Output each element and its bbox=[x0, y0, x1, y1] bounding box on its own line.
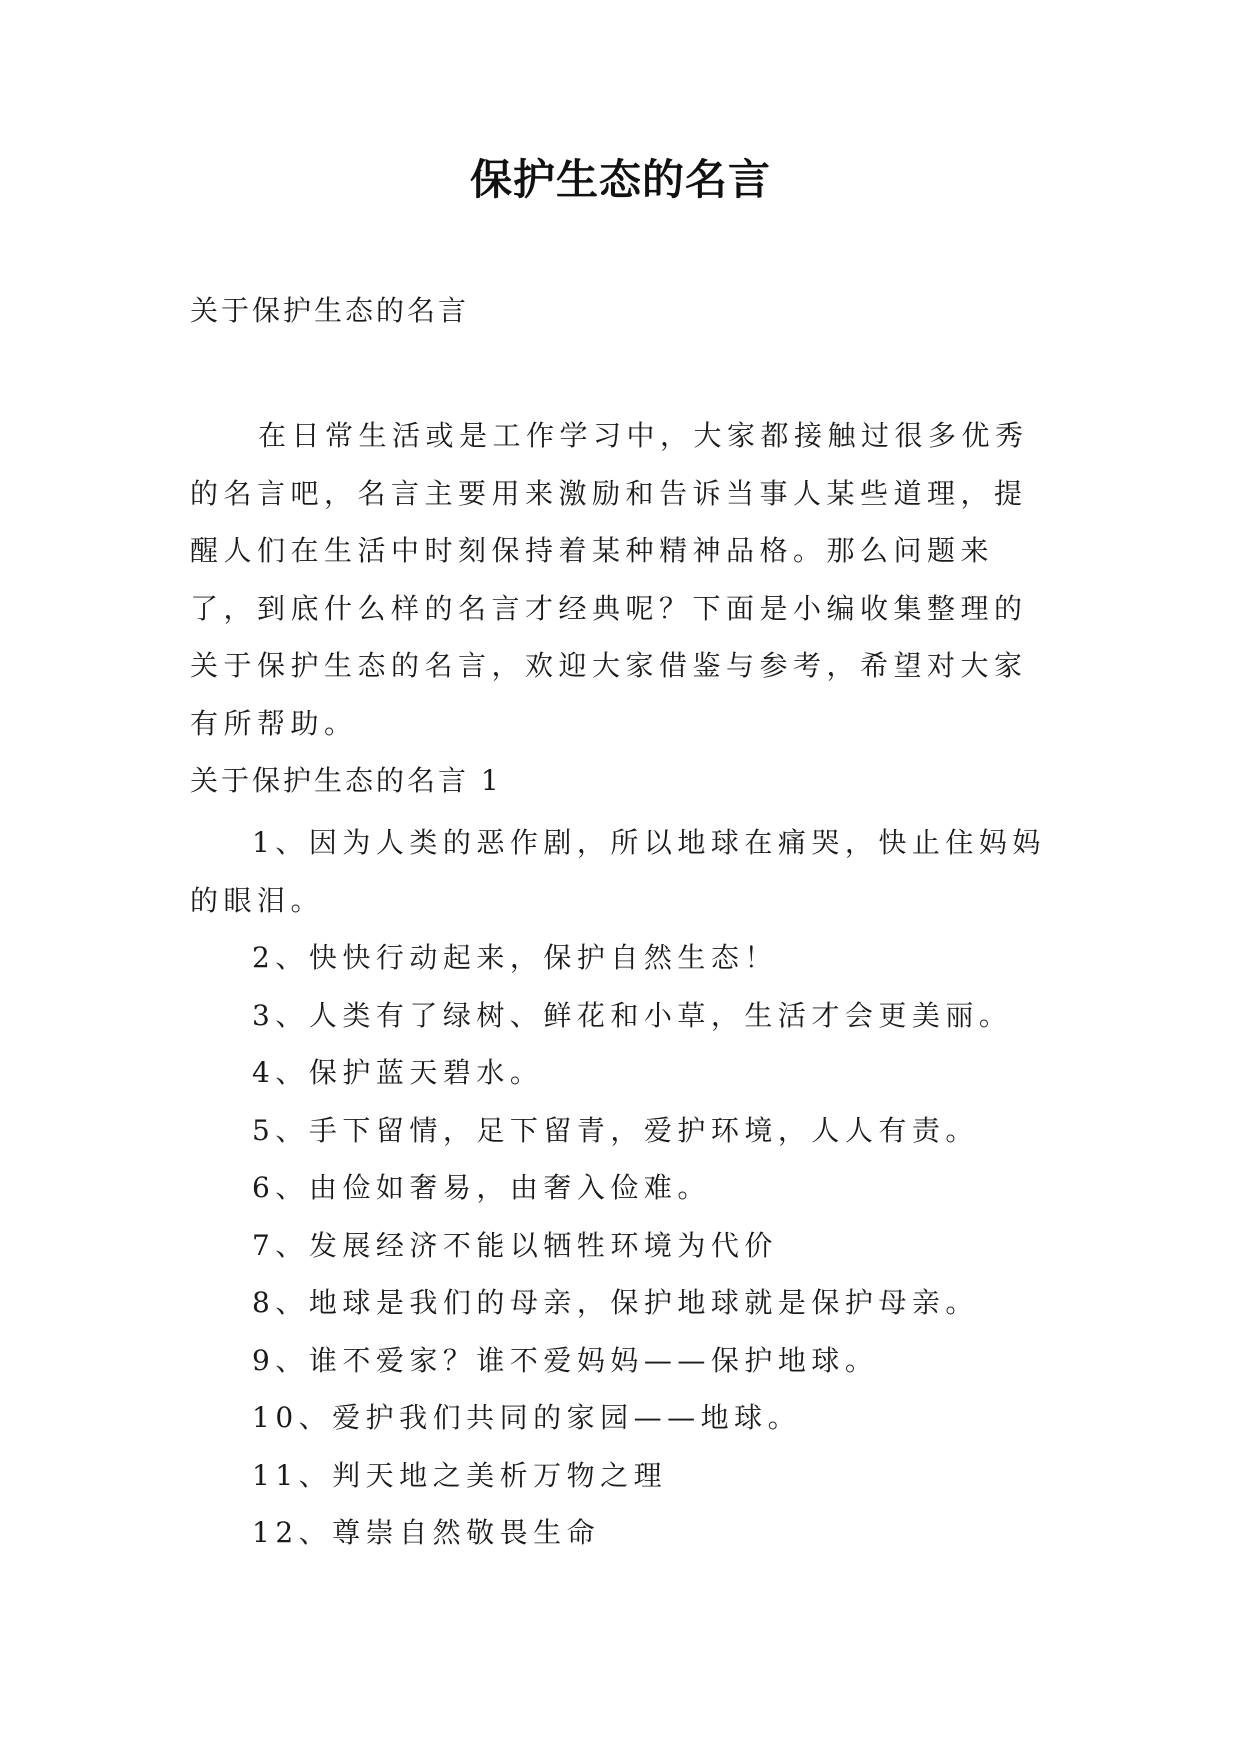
quote-item: 11、判天地之美析万物之理 bbox=[252, 1458, 668, 1492]
quote-item: 7、发展经济不能以牺牲环境为代价 bbox=[252, 1228, 778, 1262]
quote-item: 5、手下留情，足下留青，爱护环境，人人有责。 bbox=[252, 1113, 979, 1147]
quote-item: 12、尊崇自然敬畏生命 bbox=[252, 1516, 601, 1549]
document-subtitle: 关于保护生态的名言 bbox=[190, 294, 470, 327]
document-title: 保护生态的名言 bbox=[469, 155, 771, 204]
quote-item: 9、谁不爱家？谁不爱妈妈——保护地球。 bbox=[252, 1343, 879, 1377]
quote-item: 2、快快行动起来，保护自然生态！ bbox=[252, 941, 778, 974]
quote-item: 6、由俭如奢易，由奢入俭难。 bbox=[252, 1171, 711, 1204]
quote-item: 10、爱护我们共同的家园——地球。 bbox=[252, 1401, 802, 1434]
quote-item: 1、因为人类的恶作剧，所以地球在痛哭，快止住妈妈的眼泪。 bbox=[190, 826, 1046, 917]
quote-list bbox=[190, 814, 1060, 1562]
quote-item: 8、地球是我们的母亲，保护地球就是保护母亲。 bbox=[252, 1286, 979, 1319]
section-heading: 关于保护生态的名言 1 bbox=[190, 764, 502, 797]
quote-item: 4、保护蓝天碧水。 bbox=[252, 1056, 544, 1089]
intro-paragraph: 在日常生活或是工作学习中，大家都接触过很多优秀的名言吧，名言主要用来激励和告诉当事人某些道理，提醒人们在生活中时刻保持着某种精神品格。那么问题来了，到底什么样的名言才经典呢？下面是小编收集整理的关于保护生态的名言，欢迎大家借鉴与参考，希望对大家有所帮助。 bbox=[190, 419, 1029, 740]
quote-item: 3、人类有了绿树、鲜花和小草，生活才会更美丽。 bbox=[252, 998, 1013, 1032]
